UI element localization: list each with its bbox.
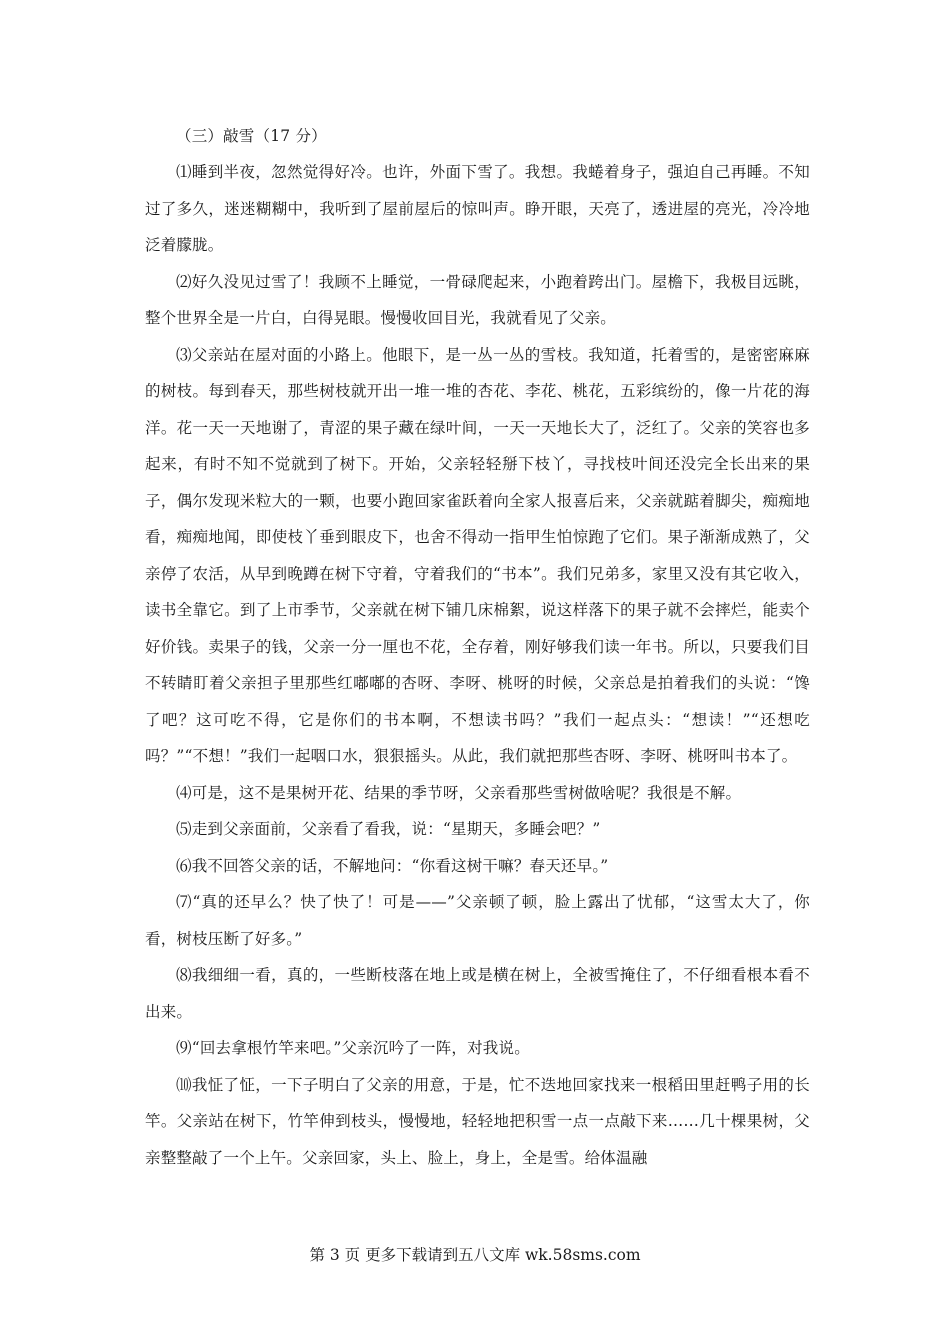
paragraph-4: ⑷可是，这不是果树开花、结果的季节呀，父亲看那些雪树做啥呢？我很是不解。 [176,783,742,802]
paragraph-2: ⑵好久没见过雪了！我顾不上睡觉，一骨碌爬起来，小跑着跨出门。屋檐下，我极目远眺，整个世界全是一片白，白得晃眼。慢慢收回目光，我就看见了父亲。 [145,272,810,327]
article-body [145,122,810,1176]
section-heading: （三）敲雪（17 分） [176,127,327,145]
paragraph-8: ⑻我细细一看，真的，一些断枝落在地上或是横在树上，全被雪掩住了，不仔细看根本看不出来。 [145,966,810,1021]
page-footer: 第 3 页 更多下载请到五八文库 wk.58sms.com [309,1246,641,1264]
paragraph-7: ⑺“真的还早么？快了快了！可是——”父亲顿了顿，脸上露出了忧郁，“这雪太大了，你看，树枝压断了好多。” [145,893,810,948]
paragraph-9: ⑼“回去拿根竹竿来吧。”父亲沉吟了一阵，对我说。 [176,1039,530,1057]
paragraph-10: ⑽我怔了怔，一下子明白了父亲的用意，于是，忙不迭地回家找来一根稻田里赶鸭子用的长竿。父亲站在树下，竹竿伸到枝头，慢慢地，轻轻地把积雪一点一点敲下来……几十棵果树，父亲整整敲了一个上午。父亲回家，头上、脸上，身上，全是雪。给体温融 [145,1075,810,1167]
paragraph-6: ⑹我不回答父亲的话，不解地问：“你看这树干嘛？春天还早。” [176,856,609,875]
paragraph-3: ⑶父亲站在屋对面的小路上。他眼下，是一丛一丛的雪枝。我知道，托着雪的，是密密麻麻的树枝。每到春天，那些树枝就开出一堆一堆的杏花、李花、桃花，五彩缤纷的，像一片花的海洋。花一天一天地谢了，青涩的果子藏在绿叶间，一天一天地长大了，泛红了。父亲的笑容也多起来，有时不知不觉就到了树下。开始，父亲轻轻掰下枝丫，寻找枝叶间还没完全长出来的果子，偶尔发现米粒大的一颗，也要小跑回家雀跃着向全家人报喜后来，父亲就踮着脚尖，痴痴地看，痴痴地闻，即使枝丫垂到眼皮下，也舍不得动一指甲生怕惊跑了它们。果子渐渐成熟了，父亲停了农活，从早到晚蹲在树下守着，守着我们的“书本”。我们兄弟多，家里又没有其它收入，读书全靠它。到了上市季节，父亲就在树下铺几床棉絮，说这样落下的果子就不会摔烂，能卖个好价钱。卖果子的钱，父亲一分一厘也不花，全存着，刚好够我们读一年书。所以，只要我们目不转睛盯着父亲担子里那些红嘟嘟的杏呀、李呀、桃呀的时候，父亲总是拍着我们的头说：“馋了吧？这可吃不得，它是你们的书本啊，不想读书吗？”我们一起点头：“想读！”“还想吃吗？”“不想！”我们一起咽口水，狠狠摇头。从此，我们就把那些杏呀、李呀、桃呀叫书本了。 [145,345,810,765]
paragraph-5: ⑸走到父亲面前，父亲看了看我，说：“星期天，多睡会吧？” [176,820,601,838]
paragraph-1: ⑴睡到半夜，忽然觉得好冷。也许，外面下雪了。我想。我蜷着身子，强迫自己再睡。不知过了多久，迷迷糊糊中，我听到了屋前屋后的惊叫声。睁开眼，天亮了，透进屋的亮光，冷冷地泛着朦胧。 [145,163,810,254]
